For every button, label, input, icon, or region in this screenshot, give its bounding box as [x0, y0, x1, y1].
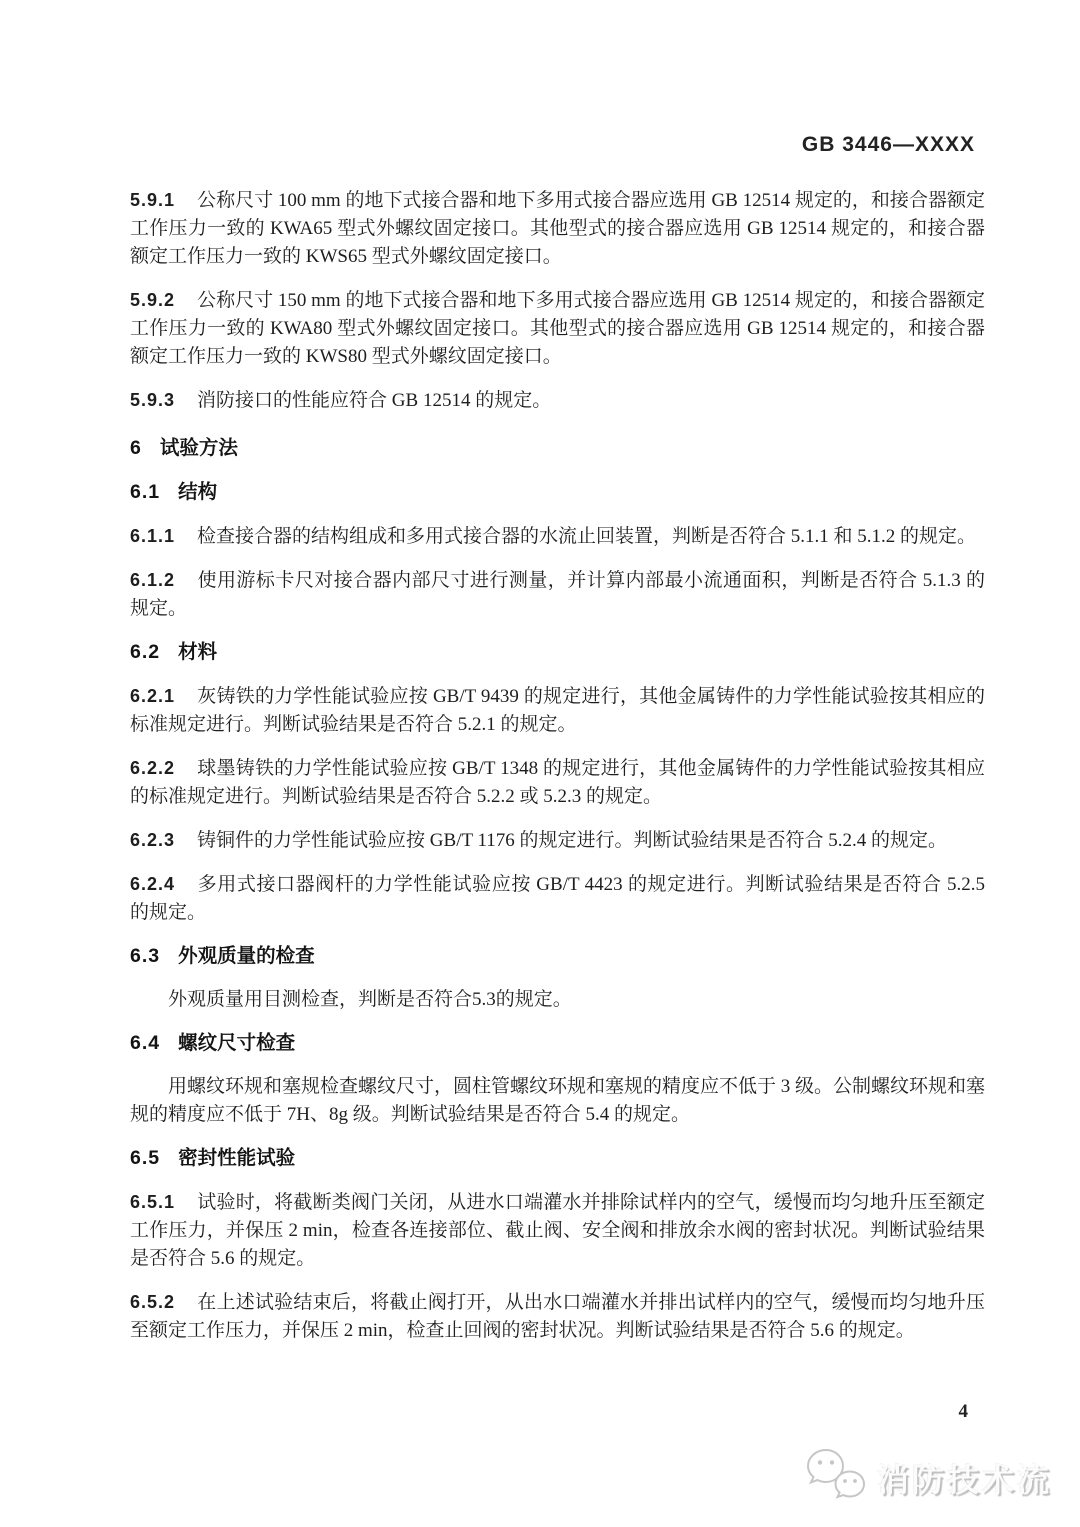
clause-number: 5.9.3 — [130, 390, 176, 410]
section-title: 结构 — [178, 481, 218, 503]
clause-text: 灰铸铁的力学性能试验应按 GB/T 9439 的规定进行，其他金属铸件的力学性能试验按其相应的标准规定进行。判断试验结果是否符合 5.2.1 的规定。 — [130, 686, 985, 735]
section-title: 密封性能试验 — [178, 1147, 296, 1169]
watermark-text: 消防技术流 — [876, 1461, 1052, 1498]
wechat-icon — [805, 1448, 867, 1507]
clause-number: 6.2.2 — [130, 758, 176, 778]
clause-number: 6.2.4 — [130, 874, 176, 894]
clause-6-5-2 — [130, 1288, 985, 1345]
clause-text: 公称尺寸 150 mm 的地下式接合器和地下多用式接合器应选用 GB 12514 规定的，和接合器额定工作压力一致的 KWA80 型式外螺纹固定接口。其他型式的接合器应选用 GB 12514 规定的，和接合器额定工作压力一致的 KWS80 型式外螺纹固定接口。 — [130, 290, 985, 367]
section-number: 6.2 — [130, 641, 161, 663]
chapter-6-heading — [130, 434, 985, 462]
section-6-3-heading — [130, 942, 985, 970]
watermark — [805, 1448, 1052, 1507]
clause-6-2-3 — [130, 826, 985, 855]
section-6-5-heading — [130, 1144, 985, 1172]
clause-5-9-3 — [130, 386, 985, 415]
clause-number: 5.9.2 — [130, 290, 176, 310]
clause-5-9-2 — [130, 286, 985, 371]
clause-number: 6.2.3 — [130, 830, 176, 850]
paragraph-6-4: 用螺纹环规和塞规检查螺纹尺寸，圆柱管螺纹环规和塞规的精度应不低于 3 级。公制螺纹环规和塞规的精度应不低于 7H、8g 级。判断试验结果是否符合 5.4 的规定。 — [130, 1076, 986, 1125]
section-number: 6.4 — [130, 1032, 161, 1054]
clause-text: 球墨铸铁的力学性能试验应按 GB/T 1348 的规定进行，其他金属铸件的力学性能试验按其相应的标准规定进行。判断试验结果是否符合 5.2.2 或 5.2.3 的规定。 — [130, 758, 985, 807]
clause-6-2-2 — [130, 754, 985, 811]
section-number: 6.3 — [130, 945, 161, 967]
clause-6-1-1 — [130, 522, 985, 551]
clause-text: 消防接口的性能应符合 GB 12514 的规定。 — [197, 390, 552, 411]
section-title: 螺纹尺寸检查 — [178, 1032, 296, 1054]
paragraph-6-3: 外观质量用目测检查，判断是否符合5.3的规定。 — [168, 989, 572, 1010]
section-number: 6.1 — [130, 481, 161, 503]
section-title: 材料 — [178, 641, 218, 663]
section-6-4-heading — [130, 1029, 985, 1057]
clause-6-1-2 — [130, 566, 985, 623]
clause-6-2-1 — [130, 682, 985, 739]
clause-number: 6.5.1 — [130, 1192, 176, 1212]
clause-6-2-4 — [130, 870, 985, 927]
section-number: 6.5 — [130, 1147, 161, 1169]
clause-5-9-1 — [130, 186, 985, 271]
clause-text: 铸铜件的力学性能试验应按 GB/T 1176 的规定进行。判断试验结果是否符合 5.2.4 的规定。 — [197, 830, 948, 851]
chapter-title: 试验方法 — [159, 437, 238, 459]
page-number: 4 — [958, 1401, 968, 1422]
clause-text: 在上述试验结束后，将截止阀打开，从出水口端灌水并排出试样内的空气，缓慢而均匀地升压至额定工作压力，并保压 2 min，检查止回阀的密封状况。判断试验结果是否符合 5.6 的规定。 — [130, 1292, 985, 1341]
clause-number: 5.9.1 — [130, 190, 176, 210]
document-body — [130, 186, 985, 1360]
clause-number: 6.5.2 — [130, 1292, 176, 1312]
clause-text: 检查接合器的结构组成和多用式接合器的水流止回装置，判断是否符合 5.1.1 和 5.1.2 的规定。 — [197, 526, 977, 547]
clause-text: 多用式接口器阀杆的力学性能试验应按 GB/T 4423 的规定进行。判断试验结果是否符合 5.2.5 的规定。 — [130, 874, 985, 923]
clause-number: 6.1.2 — [130, 570, 176, 590]
clause-number: 6.2.1 — [130, 686, 176, 706]
clause-6-5-1 — [130, 1188, 985, 1273]
section-6-1-heading — [130, 478, 985, 506]
section-6-2-heading — [130, 638, 985, 666]
clause-text: 使用游标卡尺对接合器内部尺寸进行测量，并计算内部最小流通面积，判断是否符合 5.1.3 的规定。 — [130, 570, 985, 619]
standard-code: GB 3446—XXXX — [801, 133, 975, 156]
section-title: 外观质量的检查 — [178, 945, 315, 967]
clause-text: 公称尺寸 100 mm 的地下式接合器和地下多用式接合器应选用 GB 12514 规定的，和接合器额定工作压力一致的 KWA65 型式外螺纹固定接口。其他型式的接合器应选用 GB 12514 规定的，和接合器额定工作压力一致的 KWS65 型式外螺纹固定接口。 — [130, 190, 985, 267]
chapter-number: 6 — [130, 437, 142, 459]
clause-number: 6.1.1 — [130, 526, 176, 546]
clause-text: 试验时，将截断类阀门关闭，从进水口端灌水并排除试样内的空气，缓慢而均匀地升压至额定工作压力，并保压 2 min，检查各连接部位、截止阀、安全阀和排放余水阀的密封状况。判断试验结果是否符合 5.6 的规定。 — [130, 1192, 985, 1269]
